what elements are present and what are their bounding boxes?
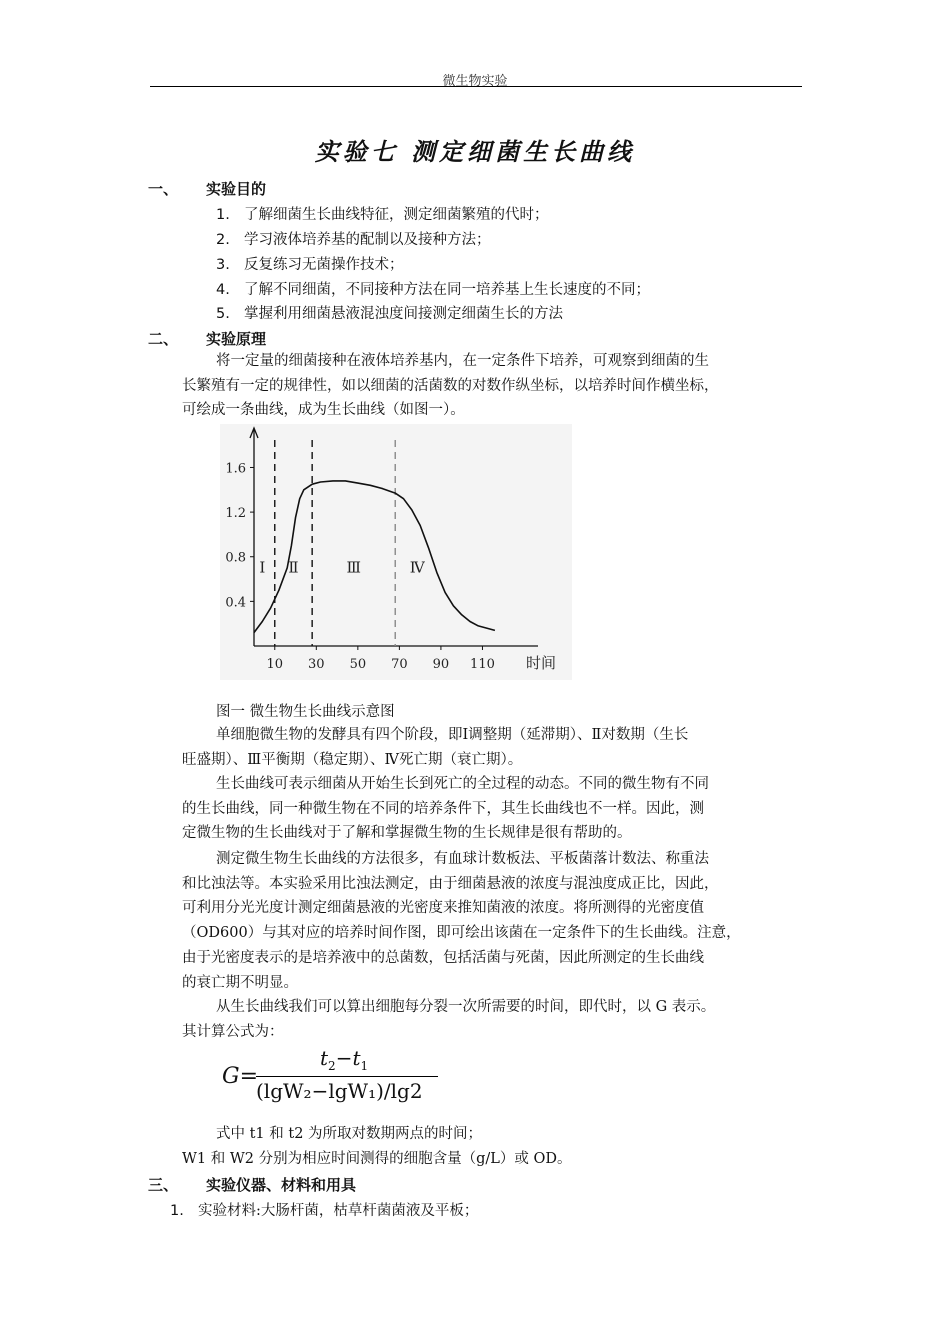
x-tick-label: 50 [349,657,367,672]
generation-time-formula [222,1046,462,1110]
list-item [216,253,404,274]
text-line: 单细胞微生物的发酵具有四个阶段，即Ⅰ调整期（延滞期）、Ⅱ对数期（生长 [216,727,689,743]
paragraph-dynamics [182,772,709,846]
list-text: 掌握利用细菌悬液混浊度间接测定细菌生长的方法 [244,306,563,322]
list-item [216,278,650,299]
header-rule [150,86,802,87]
list-text: 了解不同细菌，不同接种方法在同一培养基上生长速度的不同； [244,282,650,298]
text-line: 的衰亡期不明显。 [182,974,298,991]
section-title: 实验原理 [206,330,267,348]
fraction-bar [256,1076,438,1077]
text-line: 旺盛期）、Ⅲ平衡期（稳定期）、Ⅳ死亡期（衰亡期）。 [182,751,523,768]
paragraph-intro [182,349,719,423]
x-tick-label: 90 [432,657,450,672]
y-tick-label: 0.4 [225,595,246,611]
list-item [216,228,491,249]
text-line: 生长曲线可表示细菌从开始生长到死亡的全过程的动态。不同的微生物有不同 [216,776,709,792]
section-number: 三、 [148,1176,179,1194]
section-heading-principle [148,328,448,348]
section-heading-objectives [148,178,448,198]
phase-label: Ⅲ [346,558,361,577]
phase-label: Ⅱ [288,558,299,577]
phase-label: Ⅳ [409,558,425,577]
y-tick-label: 1.2 [225,506,246,522]
text-line: 可利用分光光度计测定细菌悬液的光密度来推知菌液的浓度。将所测得的光密度值 [182,900,704,917]
section-title: 实验仪器、材料和用具 [206,1176,357,1194]
x-tick-label: 70 [391,657,408,672]
y-tick-label: 0.8 [225,550,246,566]
text-line: 其计算公式为： [182,1023,284,1040]
list-number: 5. [216,306,230,322]
text-line: 长繁殖有一定的规律性，如以细菌的活菌数的对数作纵坐标，以培养时间作横坐标， [182,377,719,394]
formula-note-t: 式中 t1 和 t2 为所取对数期两点的时间； [216,1126,483,1142]
x-axis-label: 时间 [526,654,557,672]
formula-t2: t [320,1046,329,1070]
list-item [216,203,549,224]
formula-sub2: 2 [328,1059,336,1073]
formula-note-w: W1 和 W2 分别为相应时间测得的细胞含量（g/L）或 OD。 [182,1151,572,1167]
section-number: 一、 [148,180,179,198]
text-line: 可绘成一条曲线，成为生长曲线（如图一）。 [182,402,465,419]
list-text: 学习液体培养基的配制以及接种方法； [244,232,491,248]
paragraph-methods [182,847,741,995]
formula-sub1: 1 [360,1059,369,1073]
y-tick-label: 1.6 [225,461,246,477]
formula-minus: − [335,1046,353,1070]
x-tick-label: 30 [308,657,325,672]
x-tick-label: 10 [266,657,284,672]
figure-caption: 图一 微生物生长曲线示意图 [216,704,395,720]
list-item [216,302,563,323]
x-tick-label: 110 [470,657,495,672]
text-line: 定微生物的生长曲线对于了解和掌握微生物的生长规律是很有帮助的。 [182,825,632,842]
list-number: 3. [216,257,230,273]
list-number: 1. [170,1203,184,1219]
phase-label: Ⅰ [259,558,266,577]
list-text: 反复练习无菌操作技术； [244,257,404,273]
text-line: 由于光密度表示的是培养液中的总菌数，包括活菌与死菌，因此所测定的生长曲线 [182,949,704,966]
section-title: 实验目的 [206,180,267,198]
list-item [170,1199,478,1220]
formula-t1: t [352,1046,361,1070]
running-header: 微生物实验 [442,74,508,89]
formula-numerator [320,1046,368,1073]
list-number: 1. [216,207,230,223]
list-text: 实验材料:大肠杆菌，枯草杆菌菌液及平板； [198,1203,479,1219]
growth-curve-line [254,481,495,633]
formula-denominator: (lgW₂−lgW₁)/lg2 [256,1079,423,1103]
text-line: 的生长曲线，同一种微生物在不同的培养条件下，其生长曲线也不一样。因此，测 [182,800,704,817]
paragraph-phases [182,723,688,772]
text-line: （OD600）与其对应的培养时间作图，即可绘出该菌在一定条件下的生长曲线。注意， [182,925,741,942]
growth-curve-figure [220,424,572,680]
list-number: 4. [216,282,230,298]
page-title: 实验七 测定细菌生长曲线 [314,137,636,166]
section-number: 二、 [148,330,179,348]
growth-curve-chart [220,424,572,680]
formula-lhs: G= [222,1064,259,1089]
section-heading-materials [148,1174,548,1194]
text-line: 和比浊法等。本实验采用比浊法测定，由于细菌悬液的浓度与混浊度成正比，因此， [182,875,719,892]
list-text: 了解细菌生长曲线特征，测定细菌繁殖的代时； [244,207,549,223]
list-number: 2. [216,232,230,248]
paragraph-generation-time [182,995,715,1044]
text-line: 将一定量的细菌接种在液体培养基内，在一定条件下培养，可观察到细菌的生 [216,353,709,369]
text-line: 从生长曲线我们可以算出细胞每分裂一次所需要的时间，即代时，以 G 表示。 [216,999,716,1015]
text-line: 测定微生物生长曲线的方法很多，有血球计数板法、平板菌落计数法、称重法 [216,851,709,867]
